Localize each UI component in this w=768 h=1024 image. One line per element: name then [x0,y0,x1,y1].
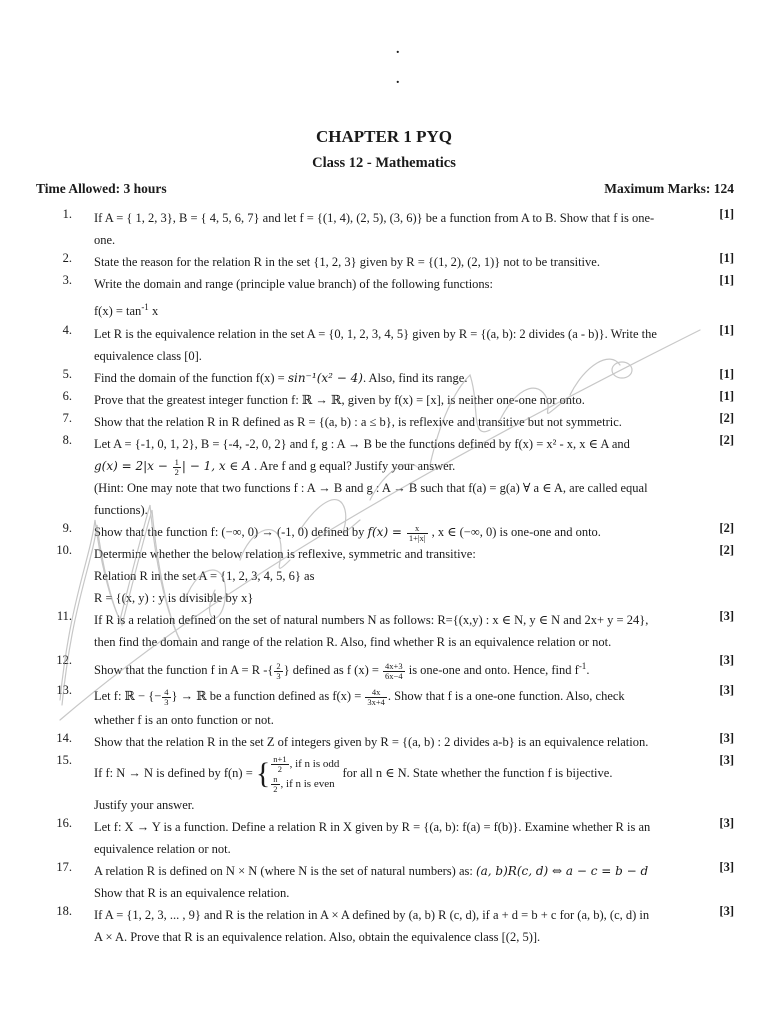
question-marks: [1] [719,207,734,221]
question-7 [0,411,768,433]
math-text: for all n ∈ N. State whether the function f is bijective. [339,766,613,781]
question-math: Let f: ℝ − {− $\frac{4}{3}$ } → ℝ be a function defined as f(x) = $\frac{4x}{3x+4}$ . Show that f is a one-one function. Also, check [94,686,625,707]
question-number: 9. [62,521,72,536]
math-text: → ℝ be a function defined as f(x) = [177,689,365,704]
math-text: . [586,663,590,678]
question-15 [0,753,768,816]
question-number: 18. [56,904,72,919]
question-number: 3. [62,273,72,287]
question-math [94,295,706,323]
question-text: Show that R is an equivalence relation. [94,886,290,901]
question-9 [0,521,768,543]
question-17 [0,860,768,904]
top-dot: . [396,42,400,57]
math-text: Show that the function f in A = R - [94,663,268,678]
question-marks: [2] [719,433,734,448]
fraction: $\frac{2}{3}$ [276,660,281,681]
question-18 [0,904,768,948]
question-number: 17. [56,860,72,875]
question-text: equivalence class [0]. [94,349,202,364]
question-text: one. [94,233,116,247]
question-text: R = {(x, y) : y is divisible by x} [94,591,254,606]
question-text: functions). [94,503,148,518]
question-16 [0,816,768,860]
question-text: Let A = {-1, 0, 1, 2}, B = {-4, -2, 0, 2} and f, g : A → B be the functions defined by f(x) = x² - x, x ∈ A and [94,437,630,452]
question-number: 6. [62,389,72,404]
question-marks: [3] [719,653,734,668]
math-text: Let f: ℝ − [94,689,149,704]
question-text: Show that the relation R in the set Z of integers given by R = {(a, b) : 2 divides a-b} is an equivalence relation. [94,735,649,750]
question-1 [0,207,768,251]
math-text: , if n is odd [289,758,340,771]
question-text: Write the domain and range (principle value branch) of the following functions: [94,277,494,291]
math-text: x [148,304,159,319]
question-math [94,860,706,882]
question-text: Let f: X → Y is a function. Define a relation R in X given by R = {(a, b): f(a) = f(b)}. Examine whether R is an [94,820,651,835]
question-number: 14. [56,731,72,746]
question-text: whether f is an onto function or not. [94,713,274,728]
question-number: 10. [56,543,72,558]
question-text: Relation R in the set A = {1, 2, 3, 4, 5, 6} as [94,569,315,584]
math-text: A relation R is defined on N × N (where N is the set of natural numbers) as: [94,864,476,879]
question-number: 1. [62,207,72,221]
question-marks: [3] [719,860,734,875]
question-math [94,455,706,477]
question-number: 8. [62,433,72,448]
question-marks: [1] [719,251,734,265]
math-text: . Show that f is a one-one function. Also, check [387,689,625,704]
time-allowed: Time Allowed: 3 hours [36,181,167,196]
question-marks: [3] [719,683,734,698]
question-5 [0,367,768,389]
math-expression: sin⁻¹(x² − 4) [287,371,363,386]
piecewise-cases [270,754,339,794]
math-text: Find the domain of the function f(x) = [94,371,288,386]
math-text: is one-one and onto. Hence, find f [405,663,579,678]
question-marks: [1] [719,323,734,338]
question-text: Prove that the greatest integer function f: ℝ → ℝ, given by f(x) = [x], is neither one-one nor onto. [94,393,585,408]
question-math: Show that the function f in A = R -{ $\frac{2}{3}$ } defined as f (x) = $\frac{4x+3}{6x-4}$ is one-one and onto. Hence, find $f^{-1}$. [94,660,590,681]
question-text: Justify your answer. [94,798,195,813]
question-text: equivalence relation or not. [94,842,231,857]
question-text: If A = {1, 2, 3, ... , 9} and R is the relation in A × A defined by (a, b) R (c, d), if a + d = b + c for (a, b), (c, d) in [94,908,650,923]
question-number: 13. [56,683,72,698]
question-marks: [1] [719,273,734,287]
question-marks: [2] [719,521,734,536]
question-11 [0,609,768,653]
question-12 [0,653,768,683]
question-8 [0,433,768,521]
question-marks: [3] [719,816,734,831]
math-text: , x ∈ (−∞, 0) is one-one and onto. [428,525,601,540]
question-2 [0,251,768,273]
question-math [94,521,706,543]
math-expression: g(x) = 2|x − [94,459,172,474]
math-superscript: -1 [141,302,149,312]
question-number: 2. [62,251,72,265]
math-text: Show that the function f: (−∞, 0) → (-1, 0) defined by [94,525,368,540]
question-marks: [3] [719,731,734,746]
question-text: A × A. Prove that R is an equivalence relation. Also, obtain the equivalence class [(2, 5)]. [94,930,541,945]
question-14 [0,731,768,753]
fraction: $\frac{n+1}{2}$ [273,754,287,775]
question-text: If R is a relation defined on the set of natural numbers N as follows: R={(x,y) : x ∈ N, y ∈ N and 2x+ y = 24}, [94,613,649,628]
question-marks: [3] [719,609,734,624]
question-10 [0,543,768,609]
maximum-marks: Maximum Marks: 124 [604,181,734,196]
question-text: If A = { 1, 2, 3}, B = { 4, 5, 6, 7} and let f = {(1, 4), (2, 5), (3, 6)} be a function from A to B. Show that f is one- [94,211,655,225]
question-text: (Hint: One may note that two functions f : A → B and g : A → B such that f(a) = g(a) ∀ a ∈ A, are called equal [94,481,648,496]
fraction: $\frac{4}{3}$ [164,686,169,707]
question-number: 7. [62,411,72,426]
math-expression: f(x) = [367,525,406,540]
question-number: 11. [56,609,72,624]
top-dot-second: . [396,72,400,87]
question-text: Show that the relation R in R defined as R = {(a, b) : a ≤ b}, is reflexive and transitive but not symmetric. [94,415,622,430]
fraction: $\frac{n}{2}$ [273,774,278,795]
question-text: Determine whether the below relation is reflexive, symmetric and transitive: [94,547,476,562]
math-text: defined as f (x) = [289,663,383,678]
question-marks: [2] [719,411,734,426]
question-number: 12. [56,653,72,668]
question-text: then find the domain and range of the relation R. Also, find whether R is an equivalence relation or not. [94,635,612,650]
math-expression: (a, b)R(c, d) ⇔ a − c = b − d [475,864,649,879]
math-text: If f: N → N is defined by f(n) = [94,766,256,781]
question-3 [0,273,768,323]
question-marks: [3] [719,904,734,919]
math-text: f(x) = tan [94,304,142,319]
fraction: $\frac{4x+3}{6x-4}$ [385,660,403,681]
question-number: 15. [56,753,72,768]
question-13 [0,683,768,731]
question-marks: [1] [719,367,734,382]
question-6 [0,389,768,411]
question-math: If f: N → N is defined by f(n) = { $\frac{n+1}{2}$ , if n is odd $\frac{n}{2}$ , if n is even for all n ∈ N. State whether the function f is bijective. [94,754,613,795]
math-expression: | − 1, x ∈ A [181,459,251,474]
question-text: State the reason for the relation R in the set {1, 2, 3} given by R = {(1, 2), (2, 1)} not to be transitive. [94,255,600,269]
question-list [0,207,768,948]
question-marks: [3] [719,753,734,768]
fraction-half: $\frac{1}{2}$ [174,456,179,477]
question-text: Let R is the equivalence relation in the set A = {0, 1, 2, 3, 4, 5} given by R = {(a, b): 2 divides (a - b)}. Write the [94,327,657,342]
math-superscript: -1 [578,661,587,672]
fraction: $\frac{4x}{3x+4}$ [367,686,385,707]
math-text: . Are f and g equal? Justify your answer. [250,459,456,474]
question-marks: [1] [719,389,734,404]
question-number: 5. [62,367,72,382]
math-text: . Also, find its range. [362,371,468,386]
question-number: 4. [62,323,72,338]
question-math [94,367,706,389]
question-marks: [2] [719,543,734,558]
question-number: 16. [56,816,72,831]
page-title: CHAPTER 1 PYQ [316,127,452,146]
fraction: $\frac{x}{1+|x|}$ [408,522,426,543]
question-4 [0,323,768,367]
page-subtitle: Class 12 - Mathematics [312,155,456,171]
math-text: , if n is even [280,778,335,791]
